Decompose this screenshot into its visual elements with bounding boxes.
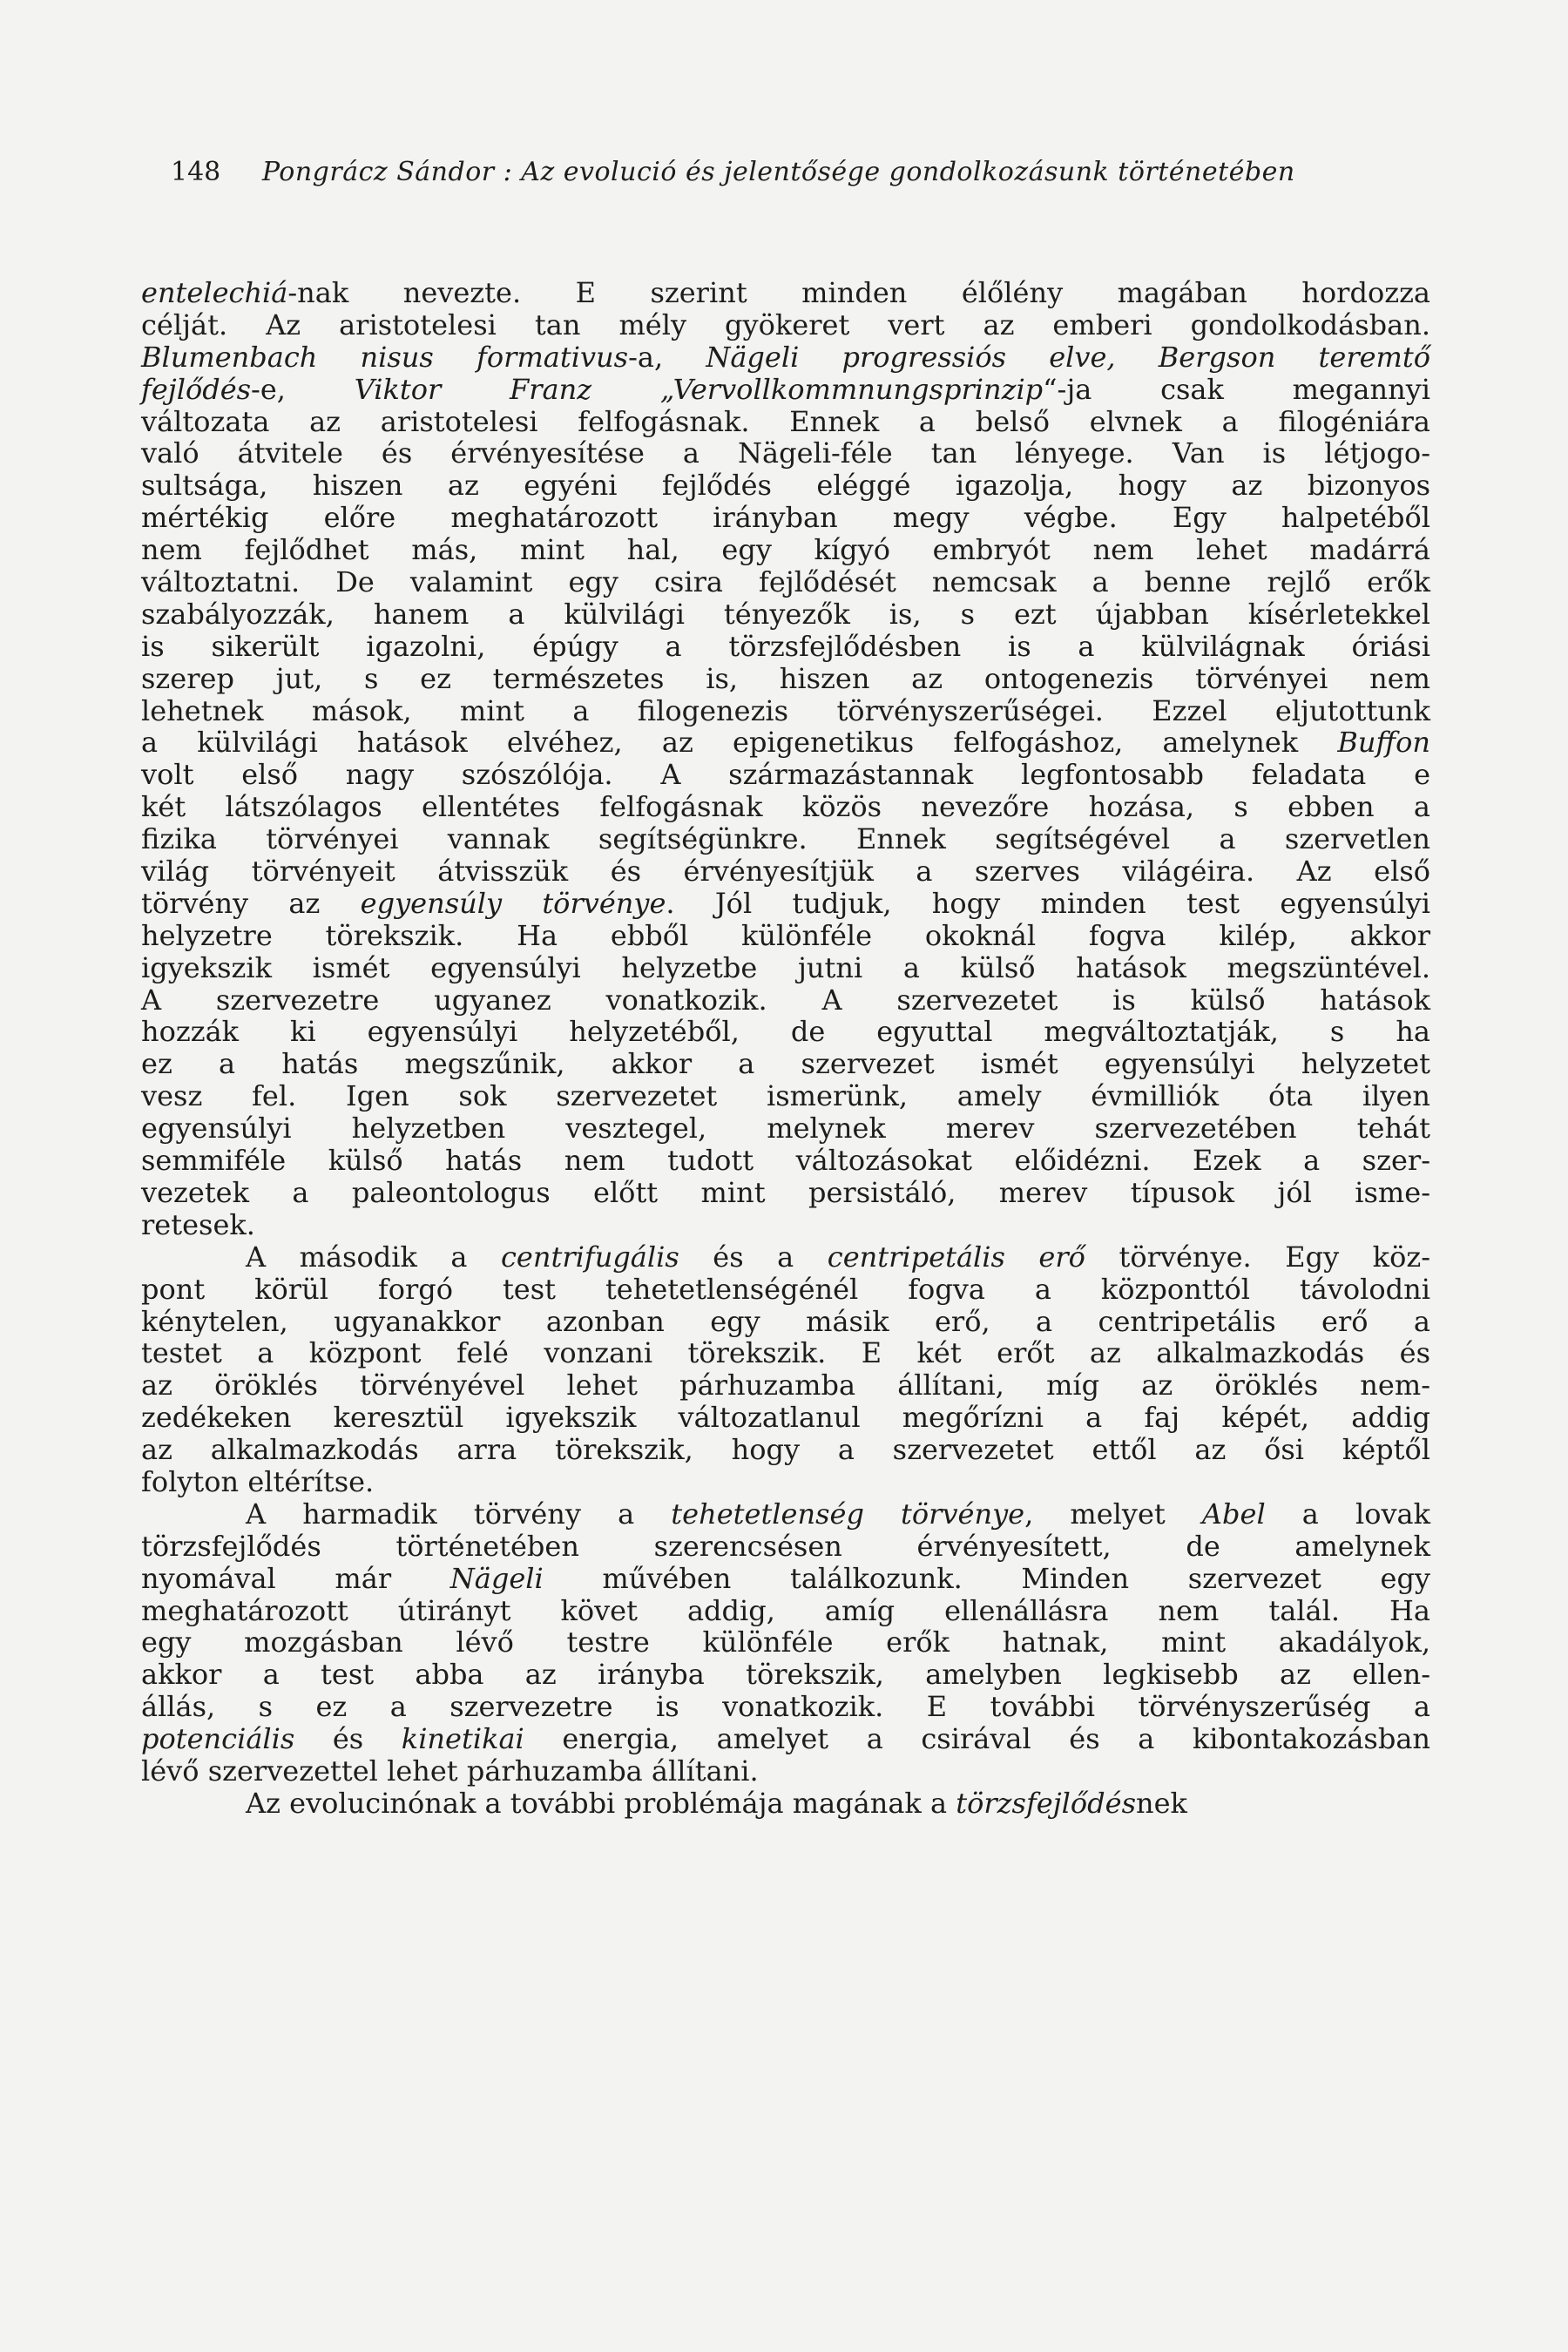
text-line [141, 1595, 1430, 1627]
italic-term: centripetális erő [827, 1240, 1085, 1274]
text-segment: volt első nagy szószólója. A származástannak legfontosabb feladata e [141, 758, 1430, 792]
text-line [141, 1274, 1430, 1306]
text-line [141, 920, 1430, 952]
italic-term: törzsfejlődés [956, 1786, 1136, 1820]
running-title: Pongrácz Sándor : Az evolució és jelentősége gondolkozásunk történetében [261, 157, 1295, 187]
italic-term: fejlődés [141, 372, 252, 406]
italic-term: Nägeli [449, 1561, 544, 1595]
italic-term: kinetikai [401, 1722, 524, 1756]
text-line [141, 1112, 1430, 1145]
text-segment: -nak nevezte. E szerint minden élőlény magában hordozza [287, 276, 1430, 309]
text-segment: Az evolucinónak a további problémája magának a [246, 1786, 956, 1820]
text-line [141, 598, 1430, 631]
text-segment: vezetek a paleontologus előtt mint persistáló, merev típusok jól isme- [141, 1175, 1430, 1209]
text-line [141, 1016, 1430, 1048]
text-segment: meghatározott útirányt követ addig, amíg ellenállásra nem talál. Ha [141, 1593, 1430, 1627]
text-line [141, 309, 1430, 341]
text-segment: pont körül forgó test tehetetlenségénél fogva a központtól távolodni [141, 1272, 1430, 1306]
text-line [141, 1209, 1430, 1241]
text-segment: ez a hatás megszűnik, akkor a szervezet ismét egyensúlyi helyzetet [141, 1047, 1430, 1081]
text-line [141, 1788, 1430, 1820]
text-line [141, 437, 1430, 470]
text-segment: egy mozgásban lévő testre különféle erők hatnak, mint akadályok, [141, 1625, 1430, 1659]
text-segment: mértékig előre meghatározott irányban megy végbe. Egy halpetéből [141, 501, 1430, 535]
text-segment: helyzetre törekszik. Ha ebből különféle okoknál fogva kilép, akkor [141, 918, 1430, 952]
text-segment: szerep jut, s ez természetes is, hiszen az ontogenezis törvényei nem [141, 661, 1430, 695]
text-segment: -a, [628, 340, 706, 374]
text-segment: nem fejlődhet más, mint hal, egy kígyó embryót nem lehet madárrá [141, 533, 1430, 567]
text-line [141, 1402, 1430, 1434]
text-line [141, 663, 1430, 695]
page-number: 148 [171, 157, 221, 187]
text-segment: lehetnek mások, mint a filogenezis törvényszerűségei. Ezzel eljutottunk [141, 693, 1430, 727]
text-segment: művében találkozunk. Minden szervezet egy [543, 1561, 1431, 1595]
text-line [141, 566, 1430, 598]
text-segment: , melyet [1024, 1497, 1202, 1531]
text-segment: változata az aristotelesi felfogásnak. Ennek a belső elvnek a filogéniára [141, 404, 1430, 438]
text-segment: célját. Az aristotelesi tan mély gyökeret vert az emberi gondolkodásban. [141, 308, 1430, 341]
text-segment: igyekszik ismét egyensúlyi helyzetbe jutni a külső hatások megszüntével. [141, 950, 1430, 984]
text-segment: állás, s ez a szervezetre is vonatkozik. E további törvényszerűség a [141, 1690, 1430, 1724]
text-line [141, 1337, 1430, 1369]
text-segment: A második a [246, 1240, 501, 1274]
italic-term: Blumenbach nisus formativus [141, 340, 629, 374]
text-segment: és [294, 1722, 402, 1756]
text-line [141, 502, 1430, 534]
italic-term: entelechiá [141, 276, 288, 309]
italic-term: Abel [1201, 1497, 1266, 1531]
text-segment: lévő szervezettel lehet párhuzamba állítani. [141, 1754, 759, 1788]
text-segment: A harmadik törvény a [246, 1497, 672, 1531]
text-line [141, 1177, 1430, 1209]
text-line [141, 1241, 1430, 1274]
text-segment: az öröklés törvényével lehet párhuzamba állítani, míg az öröklés nem- [141, 1369, 1430, 1402]
text-segment: vesz fel. Igen sok szervezetet ismerünk, amely évmilliók óta ilyen [141, 1079, 1430, 1113]
text-segment: kénytelen, ugyanakkor azonban egy másik erő, a centripetális erő a [141, 1304, 1430, 1338]
italic-term: egyensúly törvénye [360, 886, 666, 920]
text-line [141, 1626, 1430, 1659]
text-line [141, 695, 1430, 727]
text-line [141, 1466, 1430, 1498]
text-segment: A szervezetre ugyanez vonatkozik. A szervezetet is külső hatások [141, 983, 1430, 1017]
text-segment: való átvitele és érvényesítése a Nägeli-féle tan lényege. Van is létjogo- [141, 436, 1430, 470]
text-line [141, 1563, 1430, 1595]
text-segment: törzsfejlődés történetében szerencsésen érvényesített, de amelynek [141, 1529, 1430, 1563]
text-segment: folyton eltérítse. [141, 1464, 375, 1498]
text-line [141, 1723, 1430, 1755]
body-text [141, 277, 1430, 1820]
text-line [141, 888, 1430, 920]
text-line [141, 791, 1430, 823]
text-line [141, 759, 1430, 791]
text-segment: retesek. [141, 1207, 255, 1241]
italic-term: potenciális [141, 1722, 295, 1756]
text-line [141, 1434, 1430, 1466]
text-segment: az alkalmazkodás arra törekszik, hogy a szervezetet ettől az ősi képtől [141, 1433, 1430, 1467]
text-line [141, 406, 1430, 438]
italic-term: Nägeli progressiós elve, Bergson teremtő [706, 340, 1431, 374]
text-segment: két látszólagos ellentétes felfogásnak közös nevezőre hozása, s ebben a [141, 790, 1430, 824]
text-line [141, 277, 1430, 309]
text-line [141, 631, 1430, 663]
italic-term: tehetetlenség törvénye [671, 1497, 1025, 1531]
text-segment: a lovak [1265, 1497, 1431, 1531]
text-line [141, 855, 1430, 888]
text-segment: nek [1135, 1786, 1187, 1820]
italic-term: Buffon [1337, 726, 1430, 760]
text-segment: is sikerült igazolni, épúgy a törzsfejlődésben is a külvilágnak óriási [141, 629, 1430, 663]
text-line [141, 1145, 1430, 1177]
text-line [141, 470, 1430, 502]
text-line [141, 1369, 1430, 1402]
text-line [141, 1691, 1430, 1723]
text-segment: -e, [251, 372, 355, 406]
text-line [141, 341, 1430, 374]
text-segment: fizika törvényei vannak segítségünkre. Ennek segítségével a szervetlen [141, 822, 1430, 856]
text-segment: egyensúlyi helyzetben vesztegel, melynek merev szervezetében tehát [141, 1112, 1430, 1146]
text-line [141, 1755, 1430, 1788]
text-line [141, 952, 1430, 984]
text-line [141, 1498, 1430, 1531]
text-segment: és a [679, 1240, 828, 1274]
text-line [141, 1306, 1430, 1338]
text-line [141, 823, 1430, 855]
running-header [171, 155, 1408, 190]
text-segment: hozzák ki egyensúlyi helyzetéből, de egyuttal megváltoztatják, s ha [141, 1015, 1430, 1049]
text-segment: sultsága, hiszen az egyéni fejlődés eléggé igazolja, hogy az bizonyos [141, 469, 1430, 503]
italic-term: centrifugális [501, 1240, 679, 1274]
text-line [141, 534, 1430, 566]
text-line [141, 727, 1430, 759]
text-segment: a külvilági hatások elvéhez, az epigenetikus felfogáshoz, amelynek [141, 726, 1338, 760]
text-line [141, 984, 1430, 1017]
text-segment: akkor a test abba az irányba törekszik, amelyben legkisebb az ellen- [141, 1658, 1430, 1692]
text-line [141, 1080, 1430, 1112]
text-segment: változtatni. De valamint egy csira fejlődését nemcsak a benne rejlő erők [141, 565, 1430, 599]
text-segment: zedékeken keresztül igyekszik változatlanul megőrízni a faj képét, addig [141, 1401, 1430, 1435]
text-segment: . Jól tudjuk, hogy minden test egyensúlyi [666, 886, 1431, 920]
text-line [141, 374, 1430, 406]
text-segment: “-ja csak megannyi [1043, 372, 1431, 406]
text-segment: világ törvényeit átvisszük és érvényesítjük a szerves világéira. Az első [141, 855, 1430, 889]
text-line [141, 1531, 1430, 1563]
text-line [141, 1659, 1430, 1691]
text-segment: törvénye. Egy köz- [1085, 1240, 1431, 1274]
italic-term: Viktor Franz „Vervollkommnungsprinzip [354, 372, 1044, 406]
text-segment: energia, amelyet a csirával és a kibontakozásban [524, 1722, 1430, 1756]
text-line [141, 1048, 1430, 1080]
text-segment: testet a központ felé vonzani törekszik. E két erőt az alkalmazkodás és [141, 1336, 1430, 1370]
text-segment: szabályozzák, hanem a külvilági tényezők is, s ezt újabban kísérletekkel [141, 597, 1430, 631]
text-segment: semmiféle külső hatás nem tudott változásokat előidézni. Ezek a szer- [141, 1144, 1430, 1178]
text-segment: nyomával már [141, 1561, 450, 1595]
text-segment: törvény az [141, 886, 361, 920]
